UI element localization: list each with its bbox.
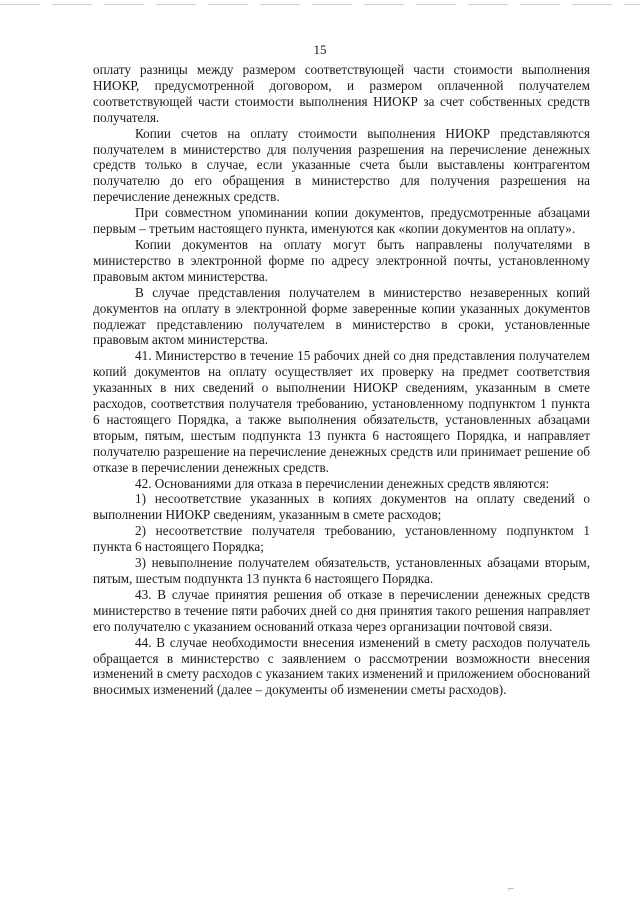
paragraph-invoice-copies: Копии счетов на оплату стоимости выполнения НИОКР представляются получателем в министерство для получения разрешения на перечисление денежных средств только в случае, если указанные счета были выставлены контрагентом получателю до его обращения в министерство для получения разрешения на перечисление денежных средств.	[93, 125, 590, 205]
scan-edge-line	[0, 4, 640, 5]
scan-artifact-mark: ⌐	[508, 883, 515, 895]
paragraph-electronic-submission: Копии документов на оплату могут быть направлены получателями в министерство в электронной форме по адресу электронной почты, установленному правовым актом министерства.	[93, 236, 590, 284]
page-number: 15	[313, 42, 327, 57]
paragraph-item-41: 41. Министерство в течение 15 рабочих дней со дня представления получателем копий документов на оплату осуществляет их проверку на предмет соответствия указанных в них сведений о выполнении НИОКР сведениям, указанным в смете расходов, соответствия получателя требованию, установленному подпунктом 1 пункта 6 настоящего Порядка, а также выполнения обязательств, установленных абзацами вторым, пятым, шестым подпункта 13 пункта 6 настоящего Порядка, и направляет получателю разрешение на перечисление денежных средств или принимает решение об отказе в перечислении денежных средств.	[93, 348, 590, 475]
paragraph-item-43: 43. В случае принятия решения об отказе в перечислении денежных средств министерство в течение пяти рабочих дней со дня принятия такого решения направляет его получателю с указанием оснований отказа через организации почтовой связи.	[93, 586, 590, 634]
paragraph-item-42-2: 2) несоответствие получателя требованию, установленному подпунктом 1 пункта 6 настоящего Порядка;	[93, 523, 590, 555]
paragraph-item-42-3: 3) невыполнение получателем обязательств, установленных абзацами вторым, пятым, шестым подпункта 13 пункта 6 настоящего Порядка.	[93, 555, 590, 586]
paragraph-item-44: 44. В случае необходимости внесения изменений в смету расходов получатель обращается в министерство с заявлением о рассмотрении возможности внесения изменений в смету расходов с указанием таких изменений и приложением обоснований вносимых изменений (далее – документы об изменении сметы расходов).	[93, 634, 590, 698]
paragraph-continuation: оплату разницы между размером соответствующей части стоимости выполнения НИОКР, предусмотренной договором, и размером оплаченной получателем соответствующей части стоимости выполнения НИОКР за счет собственных средств получателя.	[93, 62, 590, 125]
paragraph-joint-mention: При совместном упоминании копии документов, предусмотренные абзацами первым – третьим настоящего пункта, именуются как «копии документов на оплату».	[93, 205, 590, 237]
paragraph-item-42-1: 1) несоответствие указанных в копиях документов на оплату сведений о выполнении НИОКР сведениям, указанным в смете расходов;	[93, 491, 590, 523]
document-body	[93, 62, 590, 698]
paragraph-certified-copies: В случае представления получателем в министерство незаверенных копий документов на оплату в электронной форме заверенные копии указанных документов подлежат представлению получателем в министерство в сроки, установленные правовым актом министерства.	[93, 284, 590, 348]
paragraph-item-42: 42. Основаниями для отказа в перечислении денежных средств являются:	[135, 475, 550, 491]
